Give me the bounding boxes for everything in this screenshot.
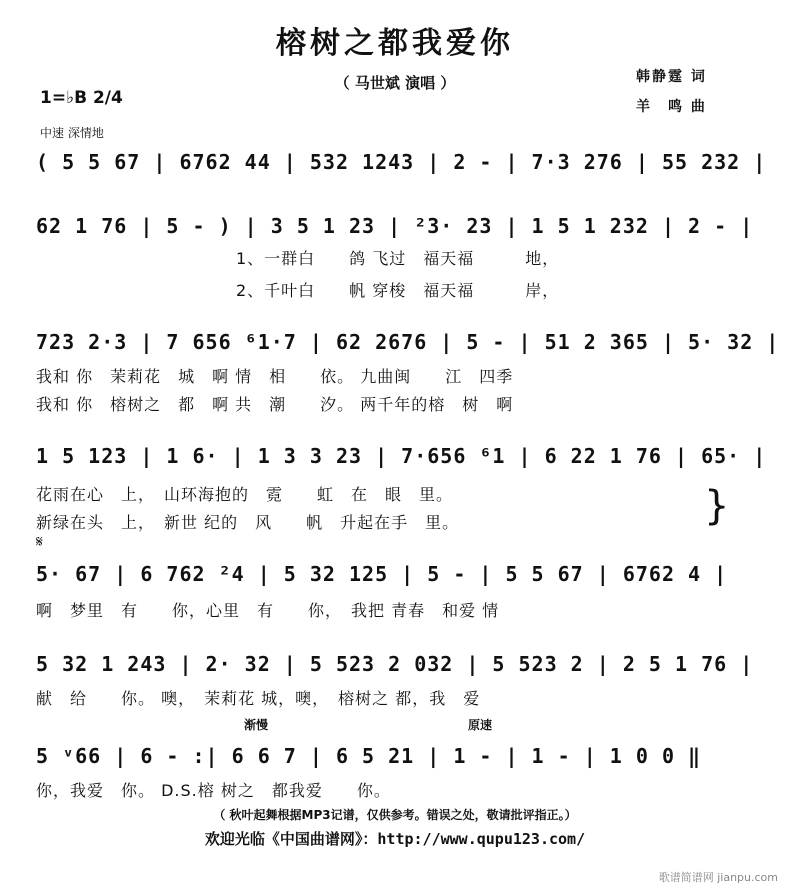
key-signature: 1=♭B 2/4: [40, 88, 123, 108]
staff-row-6-lyric-1: 献 给 你。 噢， 茉莉花 城，噢， 榕树之 都，我 爱: [36, 689, 481, 708]
tempo-marking: 中速 深情地: [40, 126, 104, 140]
staff-row-5-lyric-1: 啊 梦里 有 你，心里 有 你， 我把 青春 和爱 情: [36, 601, 500, 620]
composer: 羊 鸣 曲: [636, 99, 707, 115]
transcription-note: （ 秋叶起舞根据MP3记谱，仅供参考。错误之处，敬请批评指正。）: [213, 808, 577, 822]
song-title: 榕树之都我爱你: [276, 26, 514, 61]
staff-row-2-notes: 62 1 76 | 5 - ) | 3 5 1 23 | ²3· 23 | 1 5 1 232 | 2 - |: [36, 214, 754, 238]
staff-row-5-notes: 5· 67 | 6 762 ²4 | 5 32 125 | 5 - | 5 5 67 | 6762 4 |: [36, 562, 728, 586]
staff-row-1-notes: ( 5 5 67 | 6762 44 | 532 1243 | 2 - | 7·3 276 | 55 232 |: [36, 150, 767, 174]
staff-row-3-lyric-1: 我和 你 茉莉花 城 啊 情 相 依。 九曲闽 江 四季: [36, 367, 514, 386]
segno-sign: 𝄋: [36, 532, 43, 551]
resume-mark: 原速: [468, 718, 493, 732]
repeat-brace: }: [704, 483, 730, 529]
staff-row-4-lyric-2: 新绿在头 上， 新世 纪的 风 帆 升起在手 里。: [36, 513, 460, 532]
staff-row-6-notes: 5 32 1 243 | 2· 32 | 5 523 2 032 | 5 523 2 | 2 5 1 76 |: [36, 652, 754, 676]
staff-row-7-notes: 5 ᵛ66 | 6 - :| 6 6 7 | 6 5 21 | 1 - | 1 - | 1 0 0 ‖: [36, 744, 702, 768]
staff-row-7-lyric-1: 你，我爱 你。 D.S.榕 树之 都我爱 你。: [36, 781, 391, 800]
singer: （ 马世斌 演唱 ）: [334, 74, 456, 92]
staff-row-4-lyric-1: 花雨在心 上， 山环海抱的 霓 虹 在 眼 里。: [36, 485, 454, 504]
slower-mark: 渐慢: [244, 718, 269, 732]
staff-row-3-lyric-2: 我和 你 榕树之 都 啊 共 潮 汐。 两千年的榕 树 啊: [36, 395, 514, 414]
staff-row-3-notes: 723 2·3 | 7 656 ⁶1·7 | 62 2676 | 5 - | 51 2 365 | 5· 32 |: [36, 330, 780, 354]
watermark: 歌谱简谱网 jianpu.com: [658, 871, 778, 884]
staff-row-2-lyric-2: 2、千叶白 帆 穿梭 福天福 岸，: [236, 281, 560, 300]
staff-row-4-notes: 1 5 123 | 1 6· | 1 3 3 23 | 7·656 ⁶1 | 6 22 1 76 | 65· |: [36, 444, 767, 468]
site-footer: 欢迎光临《中国曲谱网》：http://www.qupu123.com/: [204, 830, 586, 848]
staff-row-2-lyric-1: 1、一群白 鸽 飞过 福天福 地，: [236, 249, 560, 268]
lyricist: 韩静霆 词: [636, 69, 707, 85]
